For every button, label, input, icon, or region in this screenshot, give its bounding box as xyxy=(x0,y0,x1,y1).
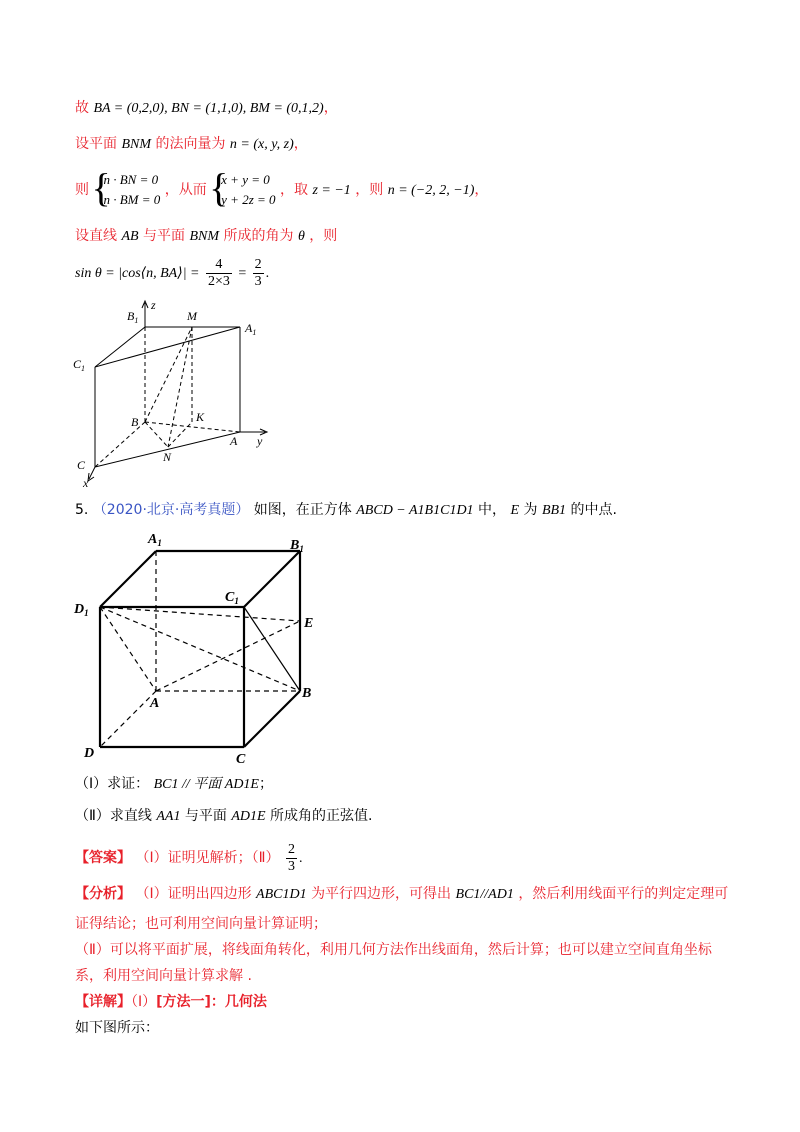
analysis-line-3: （Ⅱ）可以将平面扩展，将线面角转化，利用几何方法作出线面角，然后计算；也可以建立空间直角坐标 xyxy=(75,942,712,958)
method-title: [方法一]：几何法 xyxy=(156,994,267,1010)
label-A1: $A_1$ xyxy=(245,321,257,337)
label-y: y xyxy=(257,434,263,448)
label-z: z xyxy=(151,298,156,312)
fraction-4-over-6: $\frac{4}{2\times 3}$ xyxy=(207,256,230,289)
analysis-line-4: 系，利用空间向量计算求解 . xyxy=(75,968,252,984)
detail-tag: 【详解】 xyxy=(75,994,131,1010)
analysis-tag: 【分析】 xyxy=(75,886,131,902)
normal-vector-line: 设平面 BNM 的法向量为 n = (x, y, z)， xyxy=(75,136,308,152)
angle-setup-line: 设直线 AB 与平面 BNM 所成的角为 θ ，则 xyxy=(75,228,338,244)
detail-line: 【详解】（Ⅰ）[方法一]：几何法 xyxy=(75,994,267,1010)
answer-fraction: $\frac{2}{3}$ xyxy=(287,841,295,874)
system-coordinates: { x + y = 0 y + 2z = 0 xyxy=(211,170,275,210)
label-M: M xyxy=(187,309,197,323)
prism-coordinate-figure xyxy=(65,295,285,490)
cube-label-B1: $B_1$ xyxy=(290,538,304,554)
problem-source: （2020·北京·高考真题） xyxy=(92,502,250,518)
below-caption: 如下图所示： xyxy=(75,1020,159,1036)
problem-5-stem: 5. （2020·北京·高考真题） 如图，在正方体 ABCD − A1B1C1D1 中， E 为 BB1 的中点. xyxy=(75,502,617,518)
equation-system-line: 则 { n · BN = 0 n · BM = 0 ，从而 { x + y = 0 y + 2z = 0 ，取 z = −1 ，则 n = (−2, 2, −1)， xyxy=(75,168,488,212)
cube-label-D1: $D_1$ xyxy=(74,602,89,618)
cube-figure xyxy=(70,525,330,770)
cube-label-A: A xyxy=(150,696,160,711)
label-A: A xyxy=(230,434,238,448)
cube-label-E: E xyxy=(304,616,314,631)
cube-label-A1: $A_1$ xyxy=(148,532,162,548)
label-C1: $C_1$ xyxy=(73,357,86,373)
cube-label-D: D xyxy=(84,746,95,761)
part-2: （Ⅱ）求直线 AA1 与平面 AD1E 所成角的正弦值. xyxy=(75,808,373,824)
label-C: C xyxy=(77,458,86,472)
cube-label-B: B xyxy=(302,686,312,701)
analysis-line-1: 【分析】 （Ⅰ）证明出四边形 ABC1D1 为平行四边形，可得出 BC1//AD1 ，然后利用线面平行的判定定理可 xyxy=(75,886,729,902)
answer-line: 【答案】 （Ⅰ）证明见解析；（Ⅱ） $\frac{2}{3}$ . xyxy=(75,841,303,874)
label-B: B xyxy=(131,415,139,429)
answer-tag: 【答案】 xyxy=(75,850,131,866)
cube-label-C: C xyxy=(236,752,246,767)
sine-result-line: sin θ = |cos⟨n, BA⟩| = $\frac{4}{2\times 3}$ = $\frac{2}{3}$ . xyxy=(75,256,270,289)
part-1: （Ⅰ）求证： BC1 // 平面 AD1E； xyxy=(75,776,273,792)
analysis-line-2: 证得结论；也可利用空间向量计算证明； xyxy=(75,916,327,932)
fraction-2-over-3: $\frac{2}{3}$ xyxy=(254,256,262,289)
label-K: K xyxy=(196,410,205,424)
vector-coordinates: BA = (0,2,0), BN = (1,1,0), BM = (0,1,2) xyxy=(93,101,324,116)
cube-label-C1: $C_1$ xyxy=(225,590,239,606)
system-normal-vector: { n · BN = 0 n · BM = 0 xyxy=(93,170,160,210)
label-x: x xyxy=(83,476,89,490)
label-N: N xyxy=(163,450,172,464)
label-B1: $B_1$ xyxy=(127,309,139,325)
vector-coordinates-line: 故 BA = (0,2,0), BN = (1,1,0), BM = (0,1,2)， xyxy=(75,100,338,116)
